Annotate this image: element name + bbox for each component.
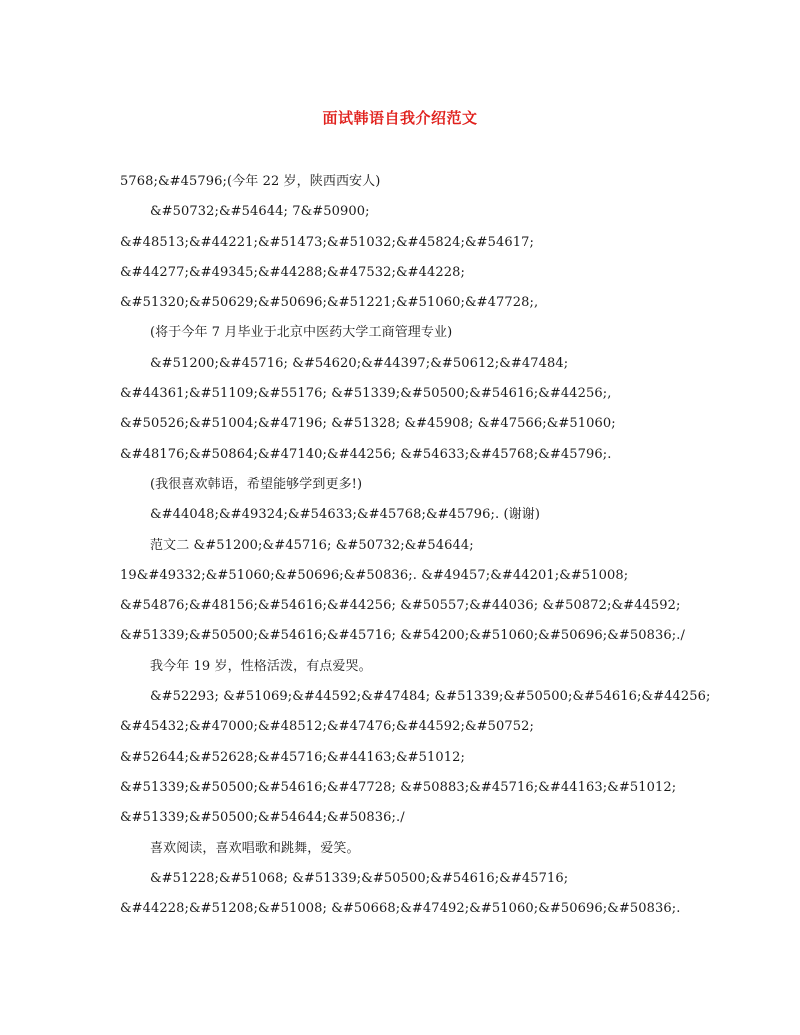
document-body — [120, 171, 760, 928]
text-line: &#44361;&#51109;&#55176; &#51339;&#50500;&#54616;&#44256;, — [120, 386, 612, 402]
text-line: &#52293; &#51069;&#44592;&#47484; &#51339;&#50500;&#54616;&#44256; — [150, 689, 711, 705]
text-line: &#50732;&#54644; 7&#50900; — [150, 204, 370, 220]
text-line: (我很喜欢韩语，希望能够学到更多!) — [150, 476, 363, 492]
text-line: &#51339;&#50500;&#54644;&#50836;./ — [120, 810, 405, 826]
text-line: &#44228;&#51208;&#51008; &#50668;&#47492;&#51060;&#50696;&#50836;. — [120, 901, 681, 917]
text-line: &#54876;&#48156;&#54616;&#44256; &#50557;&#44036; &#50872;&#44592; — [120, 598, 681, 614]
text-line: 19&#49332;&#51060;&#50696;&#50836;. &#49457;&#44201;&#51008; — [120, 567, 629, 583]
text-line: 范文二 &#51200;&#45716; &#50732;&#54644; — [150, 537, 474, 553]
text-line: &#51339;&#50500;&#54616;&#47728; &#50883;&#45716;&#44163;&#51012; — [120, 779, 677, 795]
text-line: &#48513;&#44221;&#51473;&#51032;&#45824;&#54617; — [120, 234, 534, 250]
text-line: &#51320;&#50629;&#50696;&#51221;&#51060;&#47728;, — [120, 295, 539, 311]
text-line: &#51339;&#50500;&#54616;&#45716; &#54200;&#51060;&#50696;&#50836;./ — [120, 628, 685, 644]
text-line: &#44048;&#49324;&#54633;&#45768;&#45796;. (谢谢) — [150, 507, 541, 523]
text-line: 我今年 19 岁，性格活泼，有点爱哭。 — [150, 658, 372, 674]
text-line: &#51200;&#45716; &#54620;&#44397;&#50612;&#47484; — [150, 355, 569, 371]
text-line: &#44277;&#49345;&#44288;&#47532;&#44228; — [120, 264, 465, 280]
text-line: &#48176;&#50864;&#47140;&#44256; &#54633;&#45768;&#45796;. — [120, 446, 612, 462]
text-line: 5768;&#45796;(今年 22 岁，陕西西安人) — [120, 174, 381, 189]
text-line: &#45432;&#47000;&#48512;&#47476;&#44592;&#50752; — [120, 719, 534, 735]
text-line: &#52644;&#52628;&#45716;&#44163;&#51012; — [120, 749, 465, 765]
text-line: &#50526;&#51004;&#47196; &#51328; &#45908; &#47566;&#51060; — [120, 416, 616, 432]
document-title: 面试韩语自我介绍范文 — [322, 109, 478, 127]
text-line: &#51228;&#51068; &#51339;&#50500;&#54616;&#45716; — [150, 870, 569, 886]
text-line: (将于今年 7 月毕业于北京中医药大学工商管理专业) — [150, 325, 453, 341]
text-line: 喜欢阅读，喜欢唱歌和跳舞，爱笑。 — [150, 840, 360, 856]
